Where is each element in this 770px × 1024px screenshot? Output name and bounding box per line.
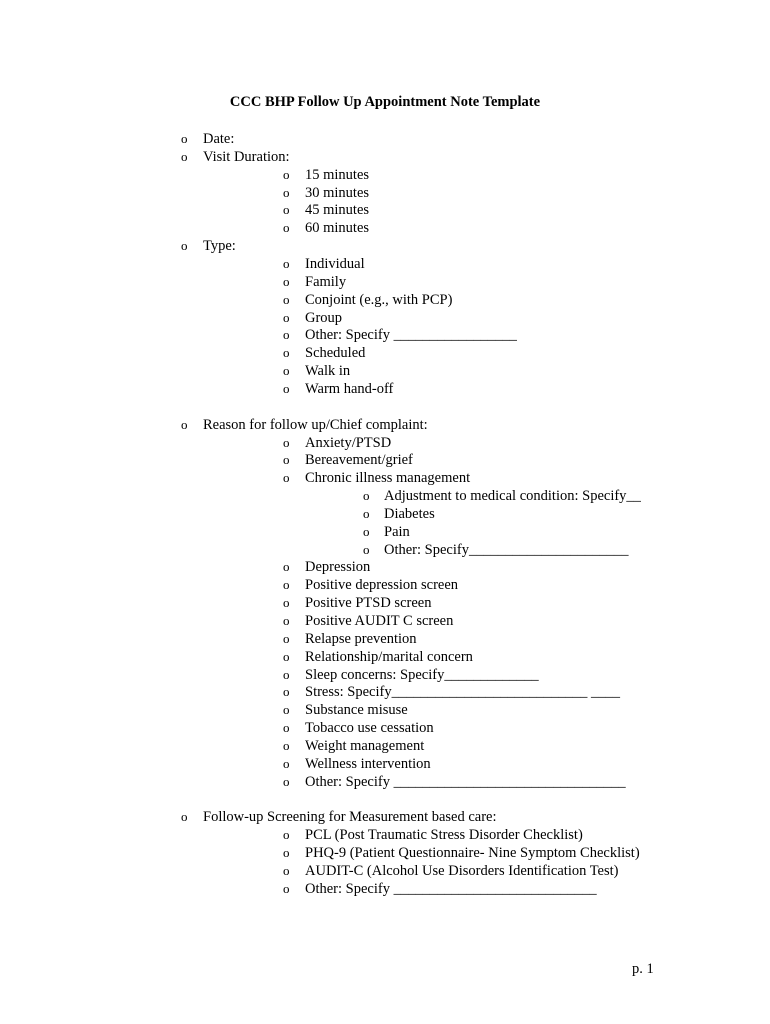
list-item-text: Adjustment to medical condition: Specify__ (384, 488, 641, 504)
list-item-text: Chronic illness management (305, 470, 471, 487)
list-item-text: Positive depression screen (305, 577, 459, 594)
list-item-text: Pain (384, 523, 410, 540)
bullet-icon: o (181, 416, 188, 432)
list-item-text: Type: (203, 238, 236, 255)
bullet-icon: o (363, 488, 370, 503)
bullet-icon: o (283, 202, 290, 218)
list-item-text: Individual (305, 256, 365, 272)
list-item-text: Positive AUDIT C screen (305, 613, 454, 629)
bullet-icon: o (283, 880, 290, 896)
list-item-text: PCL (Post Traumatic Stress Disorder Checklist) (305, 827, 583, 844)
bullet-icon: o (283, 452, 290, 468)
bullet-icon: o (363, 541, 370, 557)
bullet-icon: o (283, 684, 290, 700)
bullet-icon: o (283, 720, 290, 736)
bullet-icon: o (283, 559, 290, 575)
list-item-text: Anxiety/PTSD (305, 434, 392, 451)
bullet-icon: o (181, 238, 188, 254)
list-item-text: Relapse prevention (305, 630, 417, 647)
list-item-text: AUDIT-C (Alcohol Use Disorders Identification Test) (305, 862, 619, 879)
bullet-icon: o (283, 184, 290, 200)
list-item-text: 15 minutes (305, 166, 370, 183)
list-item-text: Group (305, 309, 343, 326)
bullet-icon: o (283, 273, 290, 289)
bullet-icon: o (283, 737, 290, 753)
list-item-text: Scheduled (305, 345, 366, 362)
list-item-text: Other: Specify _________________ (305, 327, 517, 344)
list-item-text: Diabetes (384, 505, 435, 522)
bullet-icon: o (181, 809, 188, 825)
bullet-icon: o (283, 166, 290, 182)
bullet-icon: o (283, 380, 290, 396)
bullet-icon: o (283, 702, 290, 718)
list-item-text: Relationship/marital concern (305, 648, 473, 665)
list-item-text: Visit Duration: (203, 148, 290, 165)
list-item-text: Family (305, 273, 347, 290)
list-item-text: PHQ-9 (Patient Questionnaire- Nine Symptom Checklist) (305, 845, 640, 861)
bullet-icon: o (283, 220, 290, 236)
list-item-text: Bereavement/grief (305, 452, 413, 469)
list-item-text: Weight management (305, 737, 425, 754)
bullet-icon: o (283, 345, 290, 361)
page-title: CCC BHP Follow Up Appointment Note Template (229, 94, 541, 110)
list-item-text: Stress: Specify___________________________ ____ (305, 684, 620, 701)
list-item-text: 60 minutes (305, 220, 370, 237)
bullet-icon: o (283, 291, 290, 307)
list-item-text: Sleep concerns: Specify_____________ (305, 666, 539, 683)
bullet-icon: o (283, 595, 290, 611)
bullet-icon: o (283, 577, 290, 593)
list-item-text: Other: Specify______________________ (384, 541, 629, 558)
bullet-icon: o (363, 505, 370, 521)
list-item-text: Positive PTSD screen (305, 595, 432, 612)
bullet-icon: o (283, 630, 290, 646)
bullet-icon: o (181, 131, 188, 146)
bullet-icon: o (283, 845, 290, 860)
list-item-text: Warm hand-off (305, 380, 394, 397)
list-item-text: Date: (203, 131, 235, 147)
list-item-text: Conjoint (e.g., with PCP) (305, 291, 453, 308)
bullet-icon: o (283, 755, 290, 771)
bullet-icon: o (181, 148, 188, 164)
list-item-text: Wellness intervention (305, 755, 431, 772)
list-item-text: Reason for follow up/Chief complaint: (203, 416, 428, 433)
bullet-icon: o (283, 470, 290, 486)
bullet-icon: o (283, 434, 290, 450)
list-item-text: Depression (305, 559, 371, 576)
bullet-icon: o (283, 648, 290, 664)
bullet-icon: o (283, 613, 290, 628)
list-item-text: 30 minutes (305, 184, 370, 201)
bullet-icon: o (283, 309, 290, 325)
page-number: p. 1 (632, 961, 654, 977)
bullet-icon: o (283, 827, 290, 843)
bullet-icon: o (283, 256, 290, 271)
bullet-icon: o (283, 862, 290, 878)
bullet-icon: o (283, 327, 290, 343)
list-item-text: Other: Specify ________________________________ (305, 773, 626, 790)
list-item-text: Substance misuse (305, 702, 408, 719)
bullet-icon: o (283, 363, 290, 379)
list-item-text: Follow-up Screening for Measurement based care: (203, 809, 497, 826)
list-item-text: 45 minutes (305, 202, 370, 219)
bullet-icon: o (363, 523, 370, 539)
bullet-icon: o (283, 666, 290, 682)
bullet-icon: o (283, 773, 290, 789)
list-item-text: Tobacco use cessation (305, 720, 434, 737)
list-item-text: Walk in (305, 363, 351, 380)
list-item-text: Other: Specify ____________________________ (305, 880, 597, 897)
